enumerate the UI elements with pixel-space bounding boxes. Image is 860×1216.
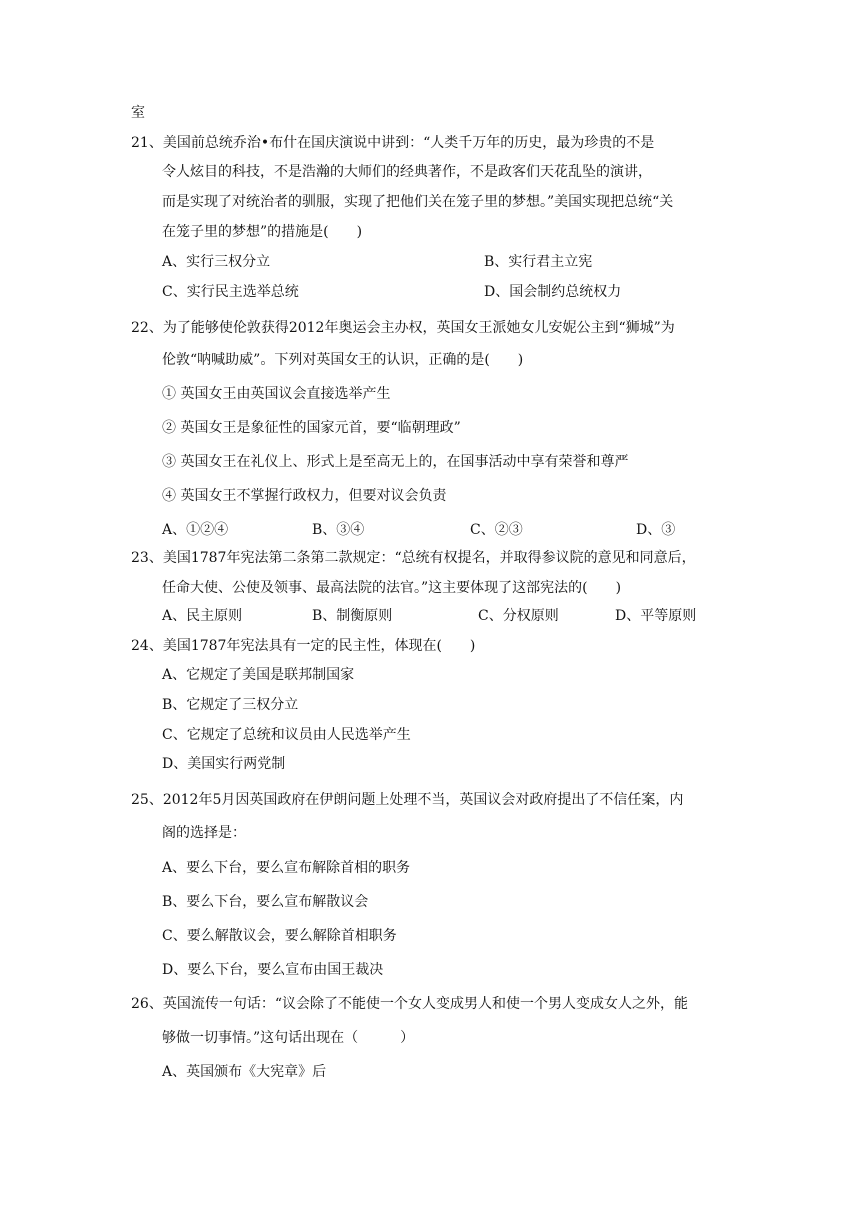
question-24-option-a: A、它规定了美国是联邦制国家	[162, 667, 355, 683]
question-24-stem: 24、美国1787年宪法具有一定的民主性，体现在( )	[131, 638, 476, 654]
question-24-option-c: C、它规定了总统和议员由人民选举产生	[162, 727, 411, 743]
question-21-option-a: A、实行三权分立	[162, 254, 271, 270]
question-23-stem: 23、美国1787年宪法第二条第二款规定：“总统有权提名，并取得参议院的意见和同意后，	[131, 550, 696, 566]
question-23-option-b: B、制衡原则	[312, 608, 393, 624]
question-22-statement-4: ④ 英国女王不掌握行政权力，但要对议会负责	[162, 488, 447, 504]
question-23-option-c: C、分权原则	[478, 608, 559, 624]
question-22-option-d: D、③	[636, 522, 676, 538]
question-21-stem: 令人炫目的科技，不是浩瀚的大师们的经典著作，不是政客们天花乱坠的演讲，	[162, 164, 652, 180]
question-21-stem: 21、美国前总统乔治•布什在国庆演说中讲到：“人类千万年的历史，最为珍贵的不是	[131, 135, 655, 151]
question-22-statement-3: ③ 英国女王在礼仪上、形式上是至高无上的，在国事活动中享有荣誉和尊严	[162, 454, 629, 470]
question-23-stem: 任命大使、公使及领事、最高法院的法官。”这主要体现了这部宪法的( )	[162, 580, 622, 596]
question-22-statement-1: ① 英国女王由英国议会直接选举产生	[162, 386, 391, 402]
question-22-stem: 伦敦“呐喊助威”。下列对英国女王的认识，正确的是( )	[162, 352, 524, 368]
question-25-option-b: B、要么下台，要么宣布解散议会	[162, 894, 369, 910]
question-26-option-a: A、英国颁布《大宪章》后	[162, 1064, 327, 1080]
question-22-stem: 22、为了能够使伦敦获得2012年奥运会主办权，英国女王派她女儿安妮公主到“狮城”为	[131, 320, 675, 336]
question-26-stem: 够做一切事情。”这句话出现在（ ）	[162, 1030, 415, 1046]
question-21-stem: 而是实现了对统治者的驯服，实现了把他们关在笼子里的梦想。”美国实现把总统“关	[162, 194, 674, 210]
question-25-stem: 阁的选择是：	[162, 825, 246, 841]
text-line: 室	[131, 105, 145, 121]
question-24-option-d: D、美国实行两党制	[162, 756, 286, 772]
question-24-option-b: B、它规定了三权分立	[162, 697, 299, 713]
question-22-option-c: C、②③	[470, 522, 523, 538]
question-23-option-a: A、民主原则	[162, 608, 243, 624]
question-21-option-c: C、实行民主选举总统	[162, 284, 299, 300]
question-21-stem: 在笼子里的梦想”的措施是( )	[162, 224, 363, 240]
question-25-option-a: A、要么下台，要么宣布解除首相的职务	[162, 860, 411, 876]
question-22-option-b: B、③④	[312, 522, 365, 538]
question-25-option-c: C、要么解散议会，要么解除首相职务	[162, 928, 397, 944]
question-21-option-d: D、国会制约总统权力	[484, 284, 622, 300]
question-23-option-d: D、平等原则	[615, 608, 697, 624]
question-21-option-b: B、实行君主立宪	[484, 254, 593, 270]
question-26-stem: 26、英国流传一句话：“议会除了不能使一个女人变成男人和使一个男人变成女人之外，能	[131, 996, 688, 1012]
question-25-option-d: D、要么下台，要么宣布由国王裁决	[162, 962, 384, 978]
question-22-statement-2: ② 英国女王是象征性的国家元首，要“临朝理政”	[162, 420, 461, 436]
question-22-option-a: A、①②④	[162, 522, 229, 538]
question-25-stem: 25、2012年5月因英国政府在伊朗问题上处理不当，英国议会对政府提出了不信任案，内	[131, 792, 684, 808]
